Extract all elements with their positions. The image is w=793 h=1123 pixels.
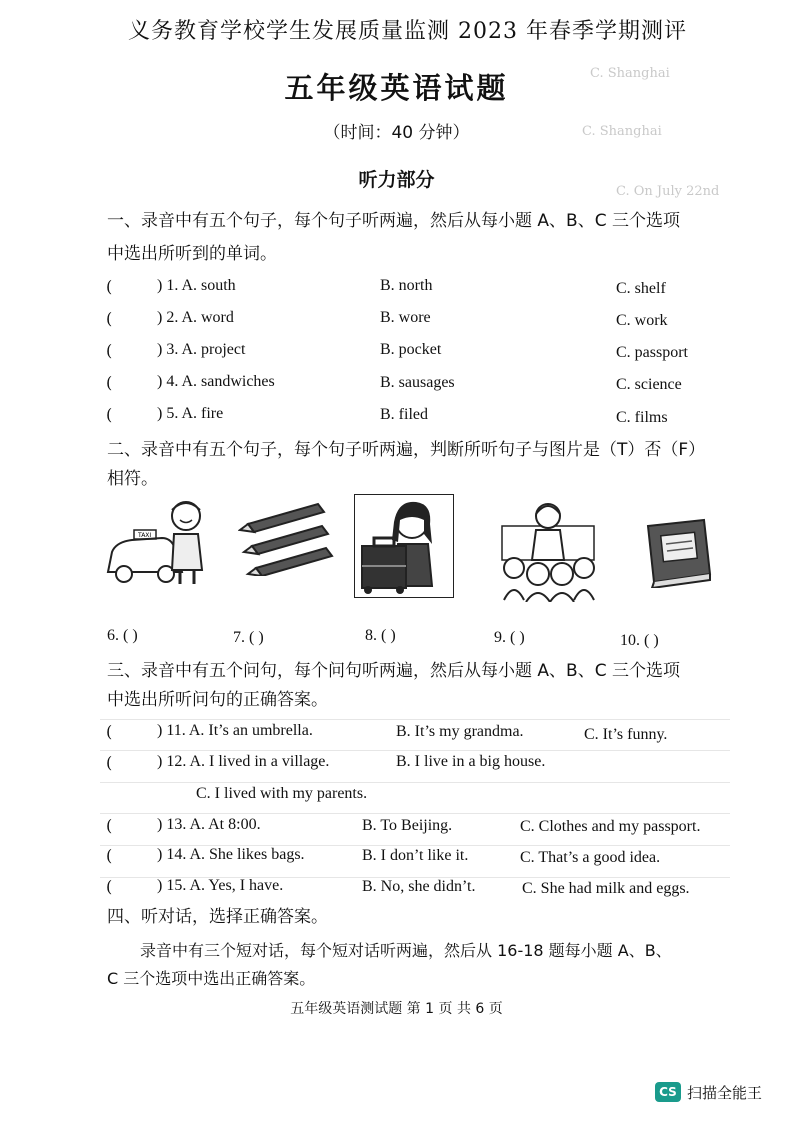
girl-with-suitcase-picture <box>354 494 454 602</box>
option-c: C. science <box>616 376 682 393</box>
section-title: 听力部分 <box>358 169 435 191</box>
bleed-through-text: C. On July 22nd <box>616 184 720 199</box>
answer-paren[interactable]: ( <box>106 373 113 392</box>
bleed-through-text: C. Shanghai <box>590 66 670 81</box>
option-c: C. passport <box>616 344 688 361</box>
camscanner-logo-icon: CS <box>655 1082 681 1102</box>
answer-paren[interactable]: ( <box>106 816 113 835</box>
option-a: ) 11. A. It’s an umbrella. <box>157 722 313 739</box>
page-footer: 五年级英语测试题 第 1 页 共 6 页 <box>290 1001 503 1017</box>
answer-paren[interactable]: ( <box>106 341 113 360</box>
option-b: B. To Beijing. <box>362 817 453 834</box>
book-picture <box>640 518 714 592</box>
divider <box>100 750 730 751</box>
option-c: C. Clothes and my passport. <box>520 818 701 835</box>
option-a: ) 12. A. I lived in a village. <box>157 753 330 770</box>
part2-instruction: 相符。 <box>107 469 158 489</box>
option-c: C. It’s funny. <box>584 726 668 743</box>
camscanner-watermark: 扫描全能王 <box>687 1084 763 1102</box>
option-a: ) 4. A. sandwiches <box>157 373 275 390</box>
exam-series-title: 义务教育学校学生发展质量监测 2023 年春季学期测评 <box>128 19 687 44</box>
answer-slot-10[interactable]: 10. ( ) <box>620 632 659 649</box>
option-a: ) 2. A. word <box>157 309 234 326</box>
part1-instruction: 中选出所听到的单词。 <box>107 244 277 264</box>
answer-slot-7[interactable]: 7. ( ) <box>233 629 264 646</box>
teacher-with-children-picture <box>498 494 598 606</box>
option-b: B. I live in a big house. <box>396 753 546 770</box>
option-c: C. films <box>616 409 668 426</box>
option-c: C. She had milk and eggs. <box>522 880 690 897</box>
svg-text:TAXI: TAXI <box>138 532 152 539</box>
option-c: C. That’s a good idea. <box>520 849 661 866</box>
answer-slot-6[interactable]: 6. ( ) <box>107 627 138 644</box>
pencils-picture <box>238 494 338 580</box>
divider <box>100 719 730 720</box>
answer-paren[interactable]: ( <box>106 277 113 296</box>
answer-slot-9[interactable]: 9. ( ) <box>494 629 525 646</box>
bleed-through-text: C. Shanghai <box>582 124 662 139</box>
part1-instruction: 一、录音中有五个句子，每个句子听两遍，然后从每小题 A、B、C 三个选项 <box>107 211 680 231</box>
part4-instruction: 四、听对话，选择正确答案。 <box>107 907 328 927</box>
option-b: B. pocket <box>380 341 442 358</box>
option-c: C. I lived with my parents. <box>196 785 368 802</box>
option-b: B. It’s my grandma. <box>396 723 524 740</box>
divider <box>100 782 730 783</box>
part3-instruction: 三、录音中有五个问句，每个问句听两遍，然后从每小题 A、B、C 三个选项 <box>107 661 680 681</box>
option-b: B. No, she didn’t. <box>362 878 476 895</box>
option-b: B. north <box>380 277 433 294</box>
option-a: ) 13. A. At 8:00. <box>157 816 261 833</box>
part2-instruction: 二、录音中有五个句子，每个句子听两遍，判断所听句子与图片是（T）否（F） <box>107 440 706 460</box>
option-a: ) 1. A. south <box>157 277 236 294</box>
option-b: B. sausages <box>380 374 455 391</box>
option-a: ) 15. A. Yes, I have. <box>157 877 284 894</box>
divider <box>100 813 730 814</box>
answer-paren[interactable]: ( <box>106 309 113 328</box>
time-note: （时间：40 分钟） <box>323 123 470 143</box>
option-b: B. wore <box>380 309 431 326</box>
answer-paren[interactable]: ( <box>106 846 113 865</box>
option-b: B. filed <box>380 406 428 423</box>
part3-instruction: 中选出所听问句的正确答案。 <box>107 690 328 710</box>
taxi-driver-picture <box>104 494 216 590</box>
part4-description: 录音中有三个短对话，每个短对话听两遍，然后从 16-18 题每小题 A、B、 <box>140 941 672 960</box>
page-title: 五年级英语试题 <box>284 71 509 105</box>
option-b: B. I don’t like it. <box>362 847 469 864</box>
answer-paren[interactable]: ( <box>106 722 113 741</box>
answer-paren[interactable]: ( <box>106 753 113 772</box>
part4-description: C 三个选项中选出正确答案。 <box>107 969 316 988</box>
option-c: C. work <box>616 312 668 329</box>
option-c: C. shelf <box>616 280 666 297</box>
option-a: ) 14. A. She likes bags. <box>157 846 305 863</box>
answer-paren[interactable]: ( <box>106 405 113 424</box>
answer-paren[interactable]: ( <box>106 877 113 896</box>
option-a: ) 3. A. project <box>157 341 246 358</box>
answer-slot-8[interactable]: 8. ( ) <box>365 627 396 644</box>
option-a: ) 5. A. fire <box>157 405 224 422</box>
